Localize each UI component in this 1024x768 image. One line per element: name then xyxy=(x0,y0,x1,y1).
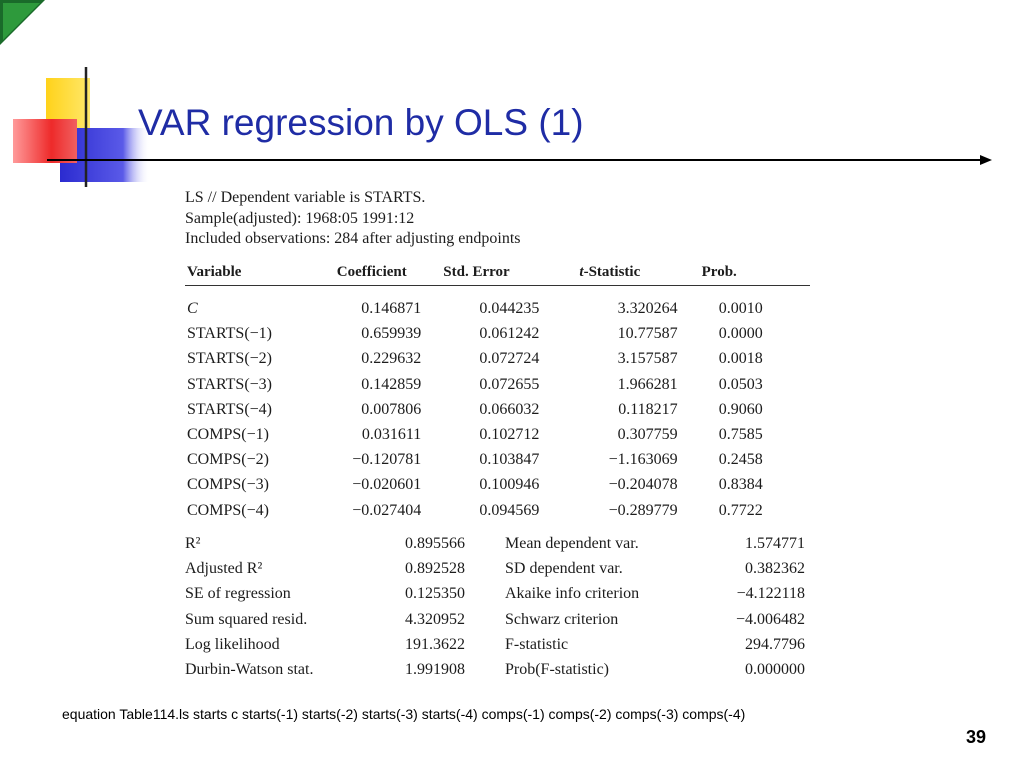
prob-cell: 0.8384 xyxy=(718,476,763,494)
stat-value: 1.574771 xyxy=(745,534,805,552)
t-statistic-cell: 3.320264 xyxy=(617,300,678,318)
std-error-cell: 0.100946 xyxy=(479,476,540,494)
stat-value: −4.006482 xyxy=(735,610,805,628)
stat-label: Sum squared resid. xyxy=(185,610,308,628)
col-header-t-statistic: t-Statistic xyxy=(539,264,677,286)
prob-cell: 0.0018 xyxy=(718,350,763,368)
table-row xyxy=(185,582,805,607)
std-error-cell: 0.094569 xyxy=(479,501,540,519)
prob-cell: 0.0000 xyxy=(718,325,763,343)
variable-cell: COMPS(−1) xyxy=(187,426,269,444)
table-row xyxy=(185,531,805,556)
decorative-squares-logo xyxy=(10,62,150,192)
table-row xyxy=(185,448,810,473)
stat-value: 0.000000 xyxy=(745,661,805,679)
prob-cell: 0.7722 xyxy=(718,501,763,519)
stat-label: Prob(F-statistic) xyxy=(505,661,609,679)
coefficient-cell: −0.120781 xyxy=(352,451,422,469)
coefficient-cell: 0.031611 xyxy=(361,426,422,444)
coefficient-cell: 0.007806 xyxy=(361,400,422,418)
variable-cell: COMPS(−3) xyxy=(187,476,269,494)
stat-label: R² xyxy=(185,534,201,552)
table-row xyxy=(185,556,805,581)
col-header-variable: Variable xyxy=(185,264,327,286)
stat-label: F-statistic xyxy=(505,636,569,654)
stat-value: 1.991908 xyxy=(405,661,465,679)
col-header-prob: Prob. xyxy=(678,264,763,286)
table-row xyxy=(185,632,805,657)
table-row xyxy=(185,422,810,447)
variable-cell: STARTS(−2) xyxy=(187,350,273,368)
stat-label: SE of regression xyxy=(185,585,291,603)
eviews-command-footnote: equation Table114.ls starts c starts(-1) starts(-2) starts(-3) starts(-4) comps(-1) comps(-2) comps(-3) comps(-4) xyxy=(62,706,746,722)
stat-value: 0.892528 xyxy=(405,560,465,578)
regression-output xyxy=(185,188,810,683)
prob-cell: 0.9060 xyxy=(718,400,763,418)
t-statistic-cell: 1.966281 xyxy=(617,375,678,393)
coefficient-cell: −0.027404 xyxy=(352,501,422,519)
t-statistic-cell: −1.163069 xyxy=(608,451,678,469)
output-header-line: LS // Dependent variable is STARTS. xyxy=(185,189,426,206)
variable-cell: C xyxy=(187,300,198,318)
output-header-line: Included observations: 284 after adjusting endpoints xyxy=(185,230,521,247)
stat-value: 0.895566 xyxy=(405,534,465,552)
coefficient-table-header xyxy=(185,264,810,286)
std-error-cell: 0.102712 xyxy=(479,426,540,444)
table-row xyxy=(185,347,810,372)
prob-cell: 0.2458 xyxy=(718,451,763,469)
summary-statistics-table xyxy=(185,531,805,683)
stat-label: Akaike info criterion xyxy=(505,585,640,603)
t-statistic-cell: 0.307759 xyxy=(617,426,678,444)
stat-label: Adjusted R² xyxy=(185,560,263,578)
t-statistic-cell: 0.118217 xyxy=(618,400,678,418)
std-error-cell: 0.072655 xyxy=(479,375,540,393)
variable-cell: STARTS(−3) xyxy=(187,375,273,393)
coefficient-cell: 0.229632 xyxy=(361,350,422,368)
prob-cell: 0.7585 xyxy=(718,426,763,444)
coefficient-cell: −0.020601 xyxy=(352,476,422,494)
col-header-coefficient: Coefficient xyxy=(327,264,422,286)
stat-label: Durbin-Watson stat. xyxy=(185,661,314,679)
stat-label: Schwarz criterion xyxy=(505,610,619,628)
stat-label: SD dependent var. xyxy=(505,560,623,578)
table-row xyxy=(185,285,810,322)
prob-cell: 0.0010 xyxy=(718,300,763,318)
stat-label: Log likelihood xyxy=(185,636,280,654)
t-statistic-cell: −0.289779 xyxy=(608,501,678,519)
t-statistic-cell: 10.77587 xyxy=(617,325,678,343)
coefficient-cell: 0.659939 xyxy=(361,325,422,343)
slide-title: VAR regression by OLS (1) xyxy=(138,102,584,143)
title-arrow-rule xyxy=(47,152,992,168)
stat-value: −4.122118 xyxy=(736,585,805,603)
coefficient-cell: 0.142859 xyxy=(361,375,422,393)
t-statistic-cell: 3.157587 xyxy=(617,350,678,368)
table-row xyxy=(185,473,810,498)
coefficient-cell: 0.146871 xyxy=(361,300,422,318)
variable-cell: COMPS(−2) xyxy=(187,451,269,469)
coefficient-table xyxy=(185,264,810,524)
table-row xyxy=(185,607,805,632)
table-row xyxy=(185,372,810,397)
stat-value: 4.320952 xyxy=(405,610,465,628)
table-row xyxy=(185,498,810,523)
stat-value: 294.7796 xyxy=(745,636,805,654)
table-row xyxy=(185,397,810,422)
page-number: 39 xyxy=(965,727,986,747)
t-statistic-cell: −0.204078 xyxy=(608,476,678,494)
stat-value: 0.382362 xyxy=(745,560,805,578)
table-row xyxy=(185,658,805,683)
prob-cell: 0.0503 xyxy=(718,375,763,393)
variable-cell: COMPS(−4) xyxy=(187,501,269,519)
stat-label: Mean dependent var. xyxy=(505,534,639,552)
stat-value: 191.3622 xyxy=(405,636,465,654)
std-error-cell: 0.044235 xyxy=(479,300,540,318)
table-row xyxy=(185,322,810,347)
stat-value: 0.125350 xyxy=(405,585,465,603)
output-header-line: Sample(adjusted): 1968:05 1991:12 xyxy=(185,209,415,227)
variable-cell: STARTS(−4) xyxy=(187,400,273,418)
variable-cell: STARTS(−1) xyxy=(187,325,273,343)
std-error-cell: 0.103847 xyxy=(479,451,540,469)
col-header-std-error: Std. Error xyxy=(421,264,539,286)
std-error-cell: 0.066032 xyxy=(479,400,540,418)
std-error-cell: 0.061242 xyxy=(479,325,540,343)
corner-triangle-decoration xyxy=(0,0,48,48)
std-error-cell: 0.072724 xyxy=(479,350,540,368)
